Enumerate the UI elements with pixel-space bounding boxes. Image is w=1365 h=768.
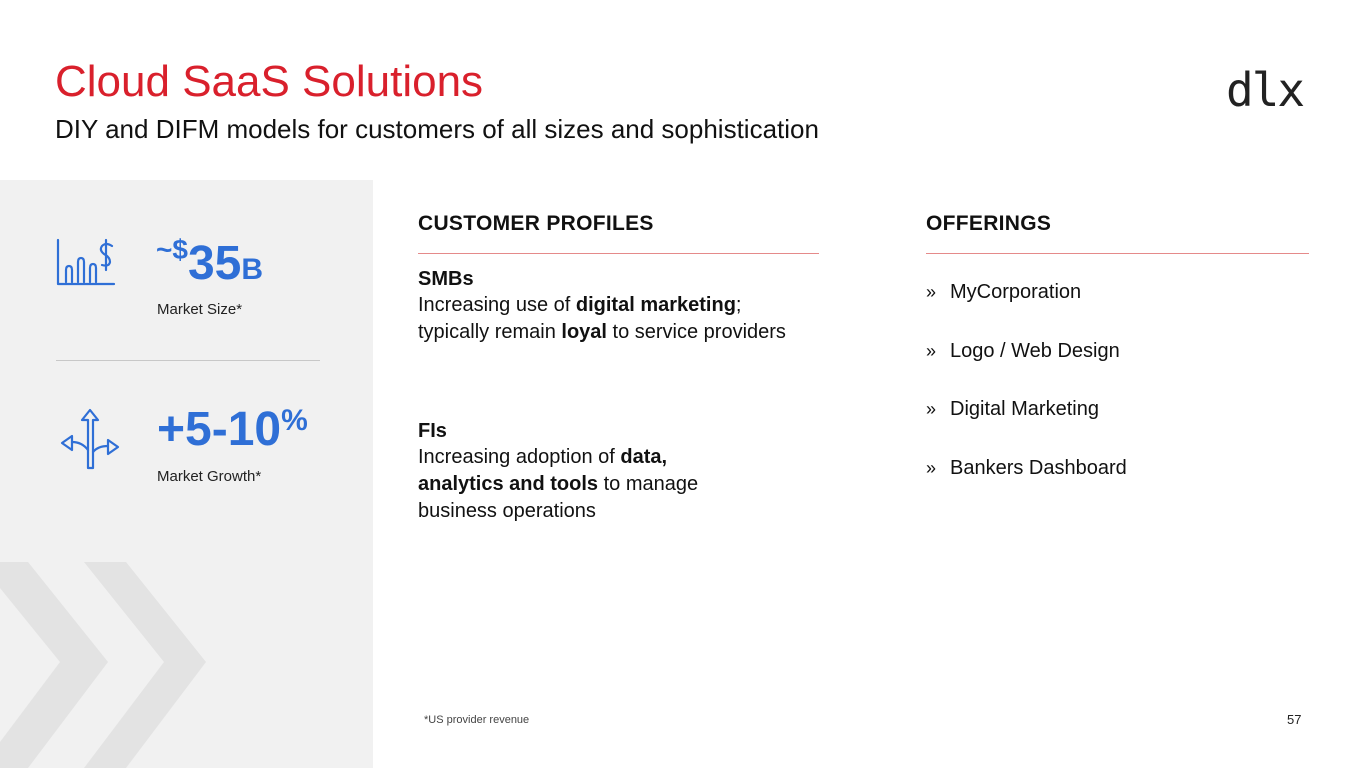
- market-growth-number: 5-10: [185, 403, 282, 456]
- profile-fi-text-2: to manage business operations: [418, 473, 699, 522]
- money-chart-icon: [54, 236, 118, 288]
- offering-label: MyCorporation: [950, 281, 1082, 303]
- profile-smb-text-2: ; typically remain: [418, 294, 742, 343]
- profile-smb-emphasis-2: loyal: [561, 321, 607, 343]
- bullet-icon: »: [926, 458, 937, 478]
- profile-fi-text-1: Increasing adoption of: [418, 446, 621, 468]
- offering-label: Digital Marketing: [950, 398, 1099, 420]
- offerings-rule: [926, 253, 1309, 254]
- stats-divider: [56, 360, 320, 361]
- market-size-prefix: ~$: [156, 234, 188, 265]
- market-growth-prefix: +: [157, 403, 186, 456]
- market-size-value: [156, 236, 263, 291]
- market-size-number: 35: [187, 237, 242, 290]
- profile-fi-emphasis-1: data, analytics and tools: [418, 446, 668, 495]
- profiles-rule: [418, 253, 819, 254]
- market-growth-value: [157, 402, 308, 457]
- market-size-unit: B: [241, 253, 263, 286]
- offerings-heading: OFFERINGS: [926, 212, 1052, 235]
- profile-smb-text-3: to service providers: [606, 321, 786, 343]
- market-size-label: Market Size*: [157, 301, 243, 318]
- footnote: *US provider revenue: [424, 714, 530, 726]
- profile-fi-title: FIs: [418, 420, 447, 442]
- offering-item: [926, 457, 1127, 480]
- offering-item: [926, 281, 1081, 304]
- stats-panel: [0, 180, 373, 768]
- page-title: Cloud SaaS Solutions: [55, 57, 484, 106]
- bullet-icon: »: [926, 282, 937, 302]
- profile-smb-text-1: Increasing use of: [418, 294, 576, 316]
- profile-smb-text: [418, 292, 818, 346]
- profile-smb-title: SMBs: [418, 268, 474, 290]
- dlx-logo: dlx: [1226, 63, 1304, 117]
- growth-arrows-icon: [58, 406, 122, 470]
- offering-item: [926, 340, 1120, 363]
- customer-profiles-heading: CUSTOMER PROFILES: [418, 212, 654, 235]
- market-growth-unit: %: [281, 404, 308, 437]
- bullet-icon: »: [926, 399, 937, 419]
- bullet-icon: »: [926, 341, 937, 361]
- offering-item: [926, 398, 1099, 421]
- offering-label: Logo / Web Design: [950, 340, 1120, 362]
- offering-label: Bankers Dashboard: [950, 457, 1127, 479]
- profile-fi-text: [418, 444, 748, 525]
- profile-smb-emphasis-1: digital marketing: [575, 294, 736, 316]
- chevron-decoration: [0, 562, 230, 768]
- page-number: 57: [1287, 712, 1302, 727]
- market-growth-label: Market Growth*: [157, 468, 262, 485]
- page-subtitle: DIY and DIFM models for customers of all sizes and sophistication: [55, 114, 819, 144]
